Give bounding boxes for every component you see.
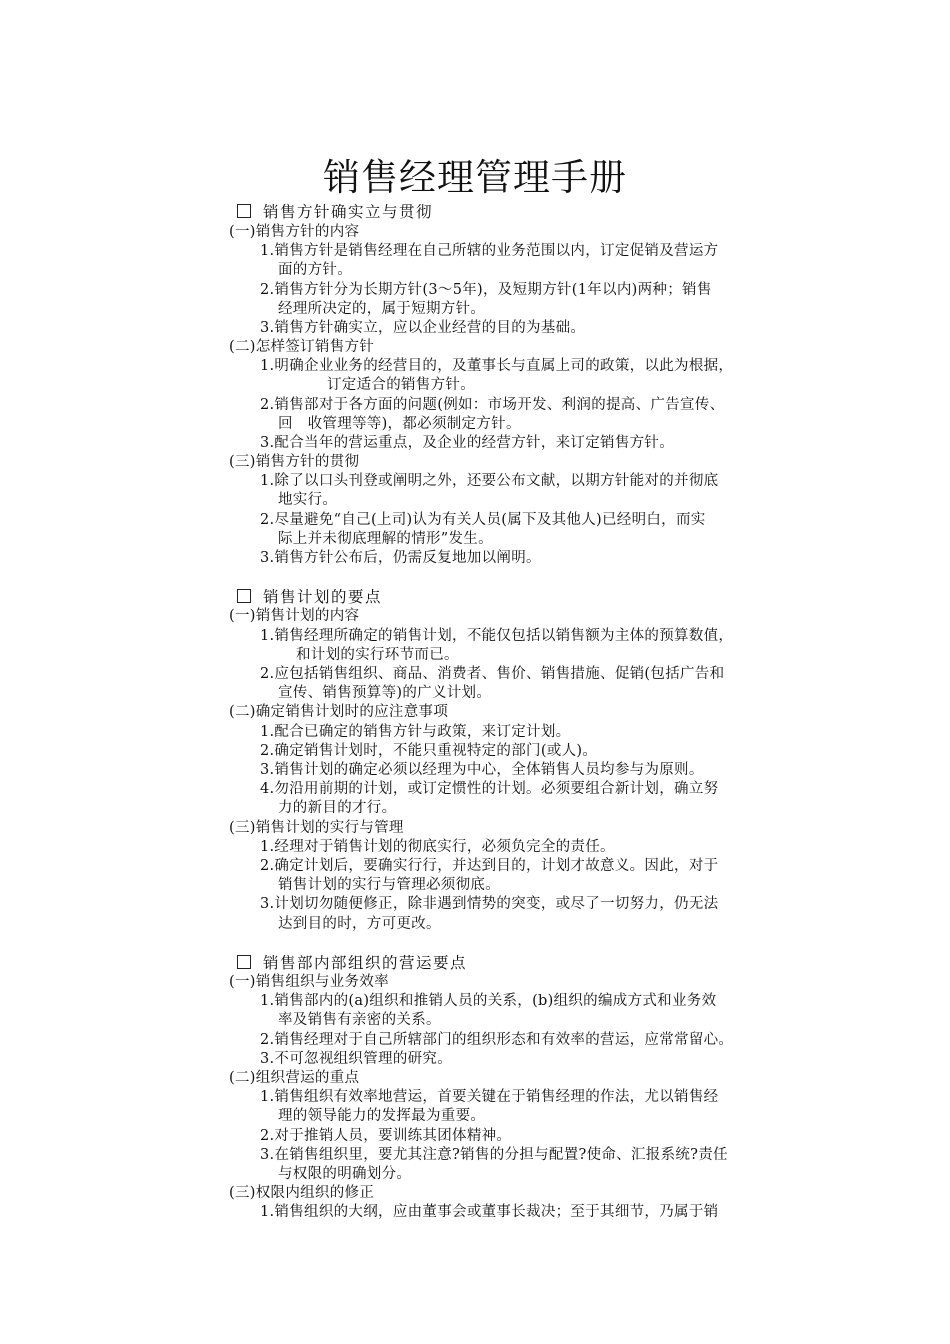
list-item-continuation: 宣传、销售预算等)的广义计划。 (278, 685, 492, 701)
list-item: 3.销售方针公布后，仍需反复地加以阐明。 (260, 550, 541, 566)
document-title: 销售经理管理手册 (323, 156, 627, 199)
list-item: 3.销售方针确实立，应以企业经营的目的为基础。 (260, 320, 586, 336)
list-item: 2.应包括销售组织、商品、消费者、售价、销售措施、促销(包括广告和 (260, 666, 725, 682)
subsection-heading: (二)怎样签订销售方针 (229, 339, 375, 355)
subsection-heading: (二)确定销售计划时的应注意事项 (229, 704, 449, 720)
list-item: 3.计划切勿随便修正，除非遇到情势的突变，或尽了一切努力，仍无法 (260, 896, 719, 912)
list-item: 4.勿沿用前期的计划，或订定惯性的计划。必须要组合新计划，确立努 (260, 781, 719, 797)
list-item: 1.除了以口头刊登或阐明之外，还要公布文献，以期方针能对的并彻底 (260, 473, 719, 489)
list-item-continuation: 经理所决定的，属于短期方针。 (278, 301, 486, 317)
list-item-continuation: 销售计划的实行与管理必须彻底。 (278, 877, 500, 893)
section-heading (237, 202, 433, 222)
list-item-continuation: 际上并未彻底理解的情形”发生。 (278, 531, 493, 547)
list-item: 3.不可忽视组织管理的研究。 (260, 1051, 453, 1067)
list-item: 2.确定销售计划时，不能只重视特定的部门(或人)。 (260, 743, 598, 759)
subsection-heading: (三)权限内组织的修正 (229, 1185, 375, 1201)
subsection-heading: (三)销售计划的实行与管理 (229, 820, 404, 836)
section-heading-text: 销售方针确实立与贯彻 (263, 203, 434, 221)
list-item: 1.销售经理所确定的销售计划，不能仅包括以销售额为主体的预算数值， (260, 628, 734, 644)
subsection-heading: (一)销售方针的内容 (229, 224, 360, 240)
section-heading-text: 销售计划的要点 (263, 588, 383, 606)
list-item: 1.销售部内的(a)组织和推销人员的关系，(b)组织的编成方式和业务效 (260, 993, 717, 1009)
list-item: 1.配合已确定的销售方针与政策，来订定计划。 (260, 724, 571, 740)
section-heading (237, 587, 382, 607)
subsection-heading: (二)组织营运的重点 (229, 1070, 360, 1086)
checkbox-icon (237, 204, 251, 218)
list-item: 1.明确企业业务的经营目的，及董事长与直属上司的政策，以此为根据， (260, 358, 734, 374)
list-item: 2.确定计划后，要确实行行，并达到目的，计划才故意义。因此，对于 (260, 858, 719, 874)
list-item: 3.在销售组织里，要尤其注意?销售的分担与配置?使命、汇报系统?责任 (260, 1147, 728, 1163)
list-item-continuation: 回 收管理等等)，都必须制定方针。 (278, 416, 521, 432)
list-item-continuation: 率及销售有亲密的关系。 (278, 1012, 441, 1028)
list-item-continuation: 力的新目的才行。 (278, 800, 397, 816)
list-item: 2.尽量避免“自己(上司)认为有关人员(属下及其他人)已经明白，而实 (260, 512, 706, 528)
subsection-heading: (三)销售方针的贯彻 (229, 454, 360, 470)
checkbox-icon (237, 955, 251, 969)
list-item: 2.销售方针分为长期方针(3～5年)，及短期方针(1年以内)两种；销售 (260, 282, 712, 298)
section-heading (237, 953, 467, 973)
subsection-heading: (一)销售组织与业务效率 (229, 974, 389, 990)
list-item: 3.销售计划的确定必须以经理为中心，全体销售人员均参与为原则。 (260, 762, 704, 778)
list-item: 2.销售经理对于自己所辖部门的组织形态和有效率的营运，应常常留心。 (260, 1032, 734, 1048)
list-item: 1.销售方针是销售经理在自己所辖的业务范围以内，订定促销及营运方 (260, 243, 719, 259)
subsection-heading: (一)销售计划的内容 (229, 608, 360, 624)
list-item: 3.配合当年的营运重点，及企业的经营方针，来订定销售方针。 (260, 435, 675, 451)
list-item: 1.经理对于销售计划的彻底实行，必须负完全的责任。 (260, 839, 615, 855)
list-item-continuation: 与权限的明确划分。 (278, 1166, 412, 1182)
list-item-continuation: 和计划的实行环节而已。 (296, 647, 459, 663)
list-item-continuation: 理的领导能力的发挥最为重要。 (278, 1108, 486, 1124)
list-item-continuation: 达到目的时，方可更改。 (278, 916, 441, 932)
list-item-continuation: 订定适合的销售方针。 (327, 377, 475, 393)
list-item: 2.对于推销人员，要训练其团体精神。 (260, 1128, 512, 1144)
list-item-continuation: 地实行。 (278, 492, 338, 508)
list-item: 2.销售部对于各方面的问题(例如：市场开发、利润的提高、广告宣传、 (260, 397, 725, 413)
list-item: 1.销售组织的大纲，应由董事会或董事长裁决；至于其细节，乃属于销 (260, 1204, 719, 1220)
checkbox-icon (237, 589, 251, 603)
section-heading-text: 销售部内部组织的营运要点 (263, 954, 468, 972)
list-item-continuation: 面的方针。 (278, 262, 352, 278)
list-item: 1.销售组织有效率地营运，首要关键在于销售经理的作法，尤以销售经 (260, 1089, 719, 1105)
